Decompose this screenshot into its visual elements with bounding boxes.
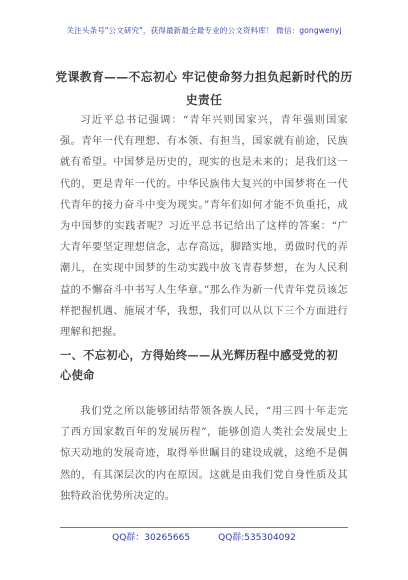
footer-divider [60,527,348,528]
paragraph-2: 我们党之所以能够团结带领各族人民，“用三四十年走完了西方国家数百年的发展历程”，能够创造人类社会发展史上惊天动地的发展奇迹，取得举世瞩目的建设成就，这绝不是偶然的，有其深层次的内在原因。这就是由我们党自身性质及其独特政治优势所决定的。 [60,406,348,502]
paragraph-1-block [60,110,348,343]
section-1-heading: 一、不忘初心，方得始终——从光辉历程中感受党的初心使命 [60,348,339,382]
footer-qq-groups [0,532,408,544]
paragraph-1: 习近平总书记强调：“青年兴则国家兴，青年强则国家强。青年一代有理想、有本领、有担当，国家就有前途，民族就有希望。中国梦是历史的，现实的也是未来的；是我们这一代的，更是青年一代的。中华民族伟大复兴的中国梦将在一代代青年的接力奋斗中变为现实。”青年们如何才能不负重托，成为中国梦的实践者呢？习近平总书记给出了这样的答案：“广大青年要坚定理想信念，志存高远，脚踏实地，勇做时代的弄潮儿，在实现中国梦的生动实践中放飞青春梦想，在为人民利益的不懈奋斗中书写人生华章。”那么作为新一代青年党员该怎样把握机遇、施展才华，我想，我们可以从以下三个方面进行理解和把握。 [60,115,348,339]
document-title: 党课教育——不忘初心 牢记使命努力担负起新时代的历史责任 [55,70,353,107]
header-promo-note: 关注头条号"公文研究"，获得最新最全最专业的公文资料库！ 微信：gongwenyj [66,26,342,35]
footer-qq-group-1: QQ群：30265665 [112,533,191,543]
footer-qq-group-2: QQ群:535304092 [218,533,296,543]
paragraph-2-block [60,401,348,507]
